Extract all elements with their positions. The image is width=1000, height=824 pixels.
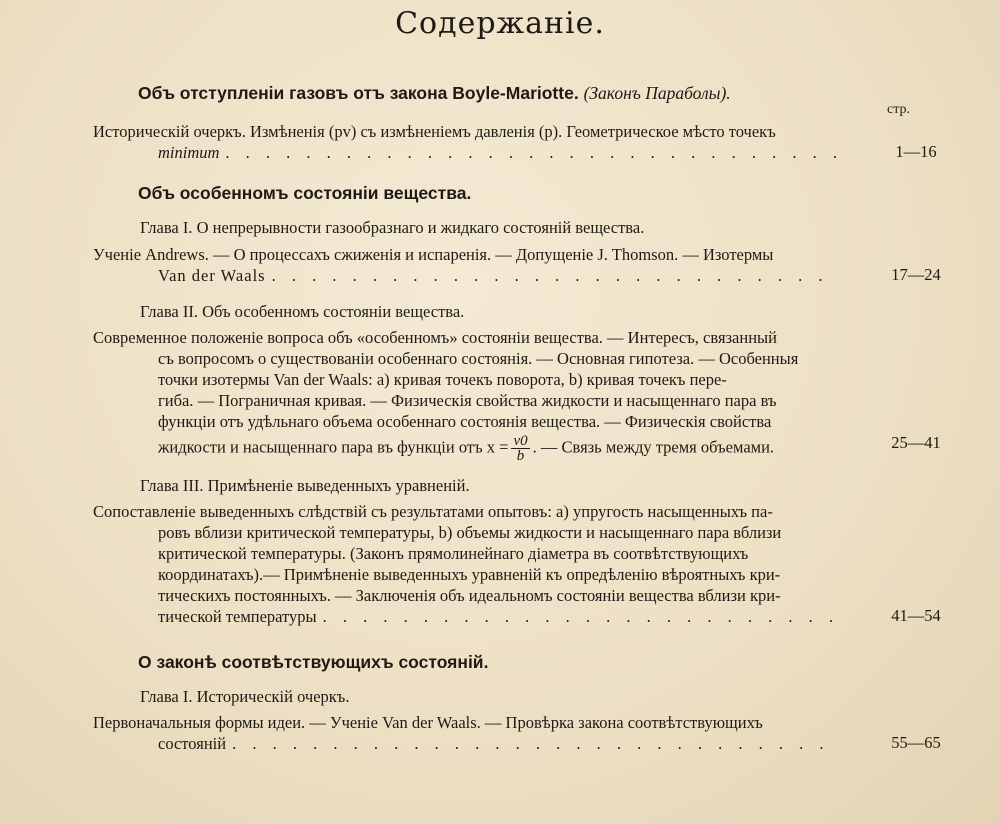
- part2-ch3-line1: Сопоставленiе выведенныхъ слѣдствiй съ результатами опытовъ: a) упругость насыщенныхъ па-: [93, 502, 773, 521]
- fraction-numerator: v0: [513, 433, 528, 449]
- part2-ch2-pages: 25—41: [891, 433, 941, 452]
- part1-entry-last: [93, 142, 838, 163]
- part2-ch3-line3: критической температуры. (Законъ прямолинейнаго дiаметра въ соотвѣтствующихъ: [158, 544, 749, 563]
- part3-heading: О законѣ соотвѣтствующихъ состоянiй.: [138, 652, 489, 672]
- part2-ch2-line1: Современное положенiе вопроса объ «особенномъ» состоянiи вещества. — Интересъ, связанный: [93, 328, 777, 347]
- part3-ch1-title: Глава I. Историческiй очеркъ.: [140, 687, 350, 706]
- part2-ch3-line2: ровъ вблизи критической температуры, b) объемы жидкости и насыщеннаго пара вблизи: [158, 523, 782, 542]
- part1-entry-line2: minimum: [158, 143, 220, 162]
- part1-heading-text: Объ отступленiи газовъ отъ закона Boyle-Mariotte.: [138, 83, 579, 103]
- part2-ch2-title: Глава II. Объ особенномъ состоянiи вещества.: [140, 302, 465, 321]
- part2-ch1-pages: 17—24: [891, 265, 941, 284]
- part3-ch1-last: [93, 733, 838, 754]
- part3-ch1-line1: Первоначальныя формы идеи. — Ученiе Van der Waals. — Провѣрка закона соотвѣтствующихъ: [93, 713, 763, 732]
- part2-ch3-title: Глава III. Примѣненiе выведенныхъ уравненiй.: [140, 476, 470, 495]
- part2-ch1-last: [93, 265, 838, 286]
- part2-ch3-entry: [93, 501, 838, 627]
- page-title: Содержанiе.: [395, 6, 605, 41]
- part2-ch2-line6: [93, 434, 838, 463]
- part1-pages: 1—16: [895, 142, 937, 161]
- fraction-v0-over-b: [511, 434, 529, 463]
- dot-leader: [232, 733, 838, 754]
- part2-ch1-line1: Ученiе Andrews. — О процессахъ сжиженiя и испаренiя. — Допущенiе J. Thomson. — Изотермы: [93, 245, 774, 264]
- part1-heading-sub: (Законъ Параболы).: [583, 83, 731, 103]
- part2-ch2-line2: съ вопросомъ о существованiи особеннаго состоянiя. — Основная гипотеза. — Особенныя: [158, 349, 799, 368]
- part2-ch2-line5: функцiи отъ удѣльнаго объема особеннаго состоянiя вещества. — Физическiя свойства: [158, 412, 772, 431]
- dot-leader: [225, 142, 838, 163]
- part2-ch2-line6b: . — Связь между тремя объемами.: [532, 437, 775, 457]
- part3-ch1-pages: 55—65: [891, 733, 941, 752]
- part2-ch2-line6a: жидкости и насыщеннаго пара въ функцiи отъ x =: [158, 437, 509, 457]
- part2-ch3-line5: тическихъ постоянныхъ. — Заключенiя объ идеальномъ состоянiи вещества вблизи кри-: [158, 586, 781, 605]
- part1-entry-line1: Историческiй очеркъ. Измѣненiя (pv) съ измѣненiемъ давленiя (p). Геометрическое мѣсто точекъ: [93, 122, 776, 141]
- part3-ch1-entry: [93, 712, 838, 754]
- dot-leader: [323, 606, 838, 627]
- part2-ch2-entry: [93, 327, 838, 463]
- part3-ch1-line2: состоянiй: [158, 734, 227, 753]
- part2-ch3-line4: координатахъ).— Примѣненiе выведенныхъ уравненiй къ опредѣленiю вѣроятныхъ кри-: [158, 565, 781, 584]
- part1-entry: [93, 121, 838, 163]
- part2-ch3-line6: тической температуры: [158, 607, 317, 626]
- part2-ch3-pages: 41—54: [891, 606, 941, 625]
- part2-ch3-last: [93, 606, 838, 627]
- dot-leader: [272, 265, 838, 286]
- part2-ch1-line2: Van der Waals: [158, 266, 266, 285]
- part2-ch2-line3: точки изотермы Van der Waals: a) кривая точекъ поворота, b) кривая точекъ пере-: [158, 370, 727, 389]
- fraction-denominator: b: [516, 448, 525, 464]
- part2-ch2-line4: гиба. — Пограничная кривая. — Физическiя свойства жидкости и насыщеннаго пара въ: [158, 391, 777, 410]
- part2-ch1-entry: [93, 244, 838, 286]
- page-column-label: стр.: [887, 102, 911, 117]
- part1-heading: [138, 83, 731, 104]
- part2-heading: Объ особенномъ состоянiи вещества.: [138, 183, 472, 203]
- part2-ch1-title: Глава I. О непрерывности газообразнаго и жидкаго состоянiй вещества.: [140, 218, 645, 237]
